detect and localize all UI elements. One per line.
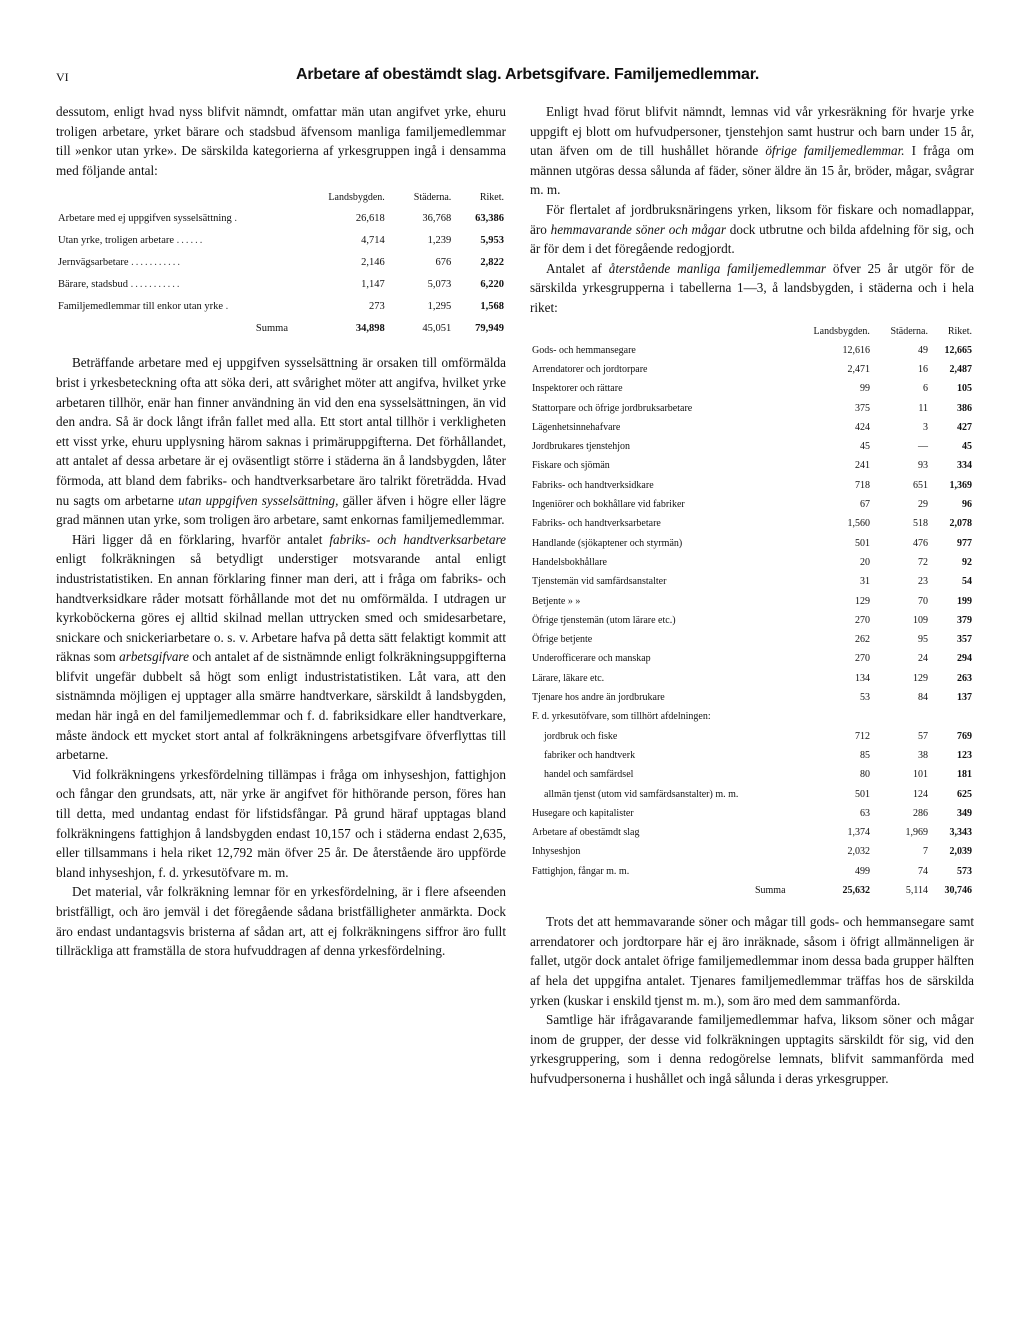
cell-landsbygden: 424	[854, 421, 870, 433]
row-label: Öfrige tjenstemän (utom lärare etc.)	[532, 614, 676, 626]
table-row	[530, 591, 974, 610]
row-label: Gods- och hemmansegare	[532, 344, 636, 356]
cell-landsbygden: 99	[859, 383, 870, 395]
table-header-row	[530, 326, 974, 341]
cell-staderna: 72	[917, 556, 928, 568]
cell-landsbygden: 31	[859, 576, 870, 588]
row-label: Bärare, stadsbud ...........	[58, 278, 182, 290]
cell-landsbygden: 53	[859, 692, 870, 704]
sum-landsbygden: 34,898	[355, 322, 385, 334]
cell-staderna: 93	[917, 460, 928, 472]
row-label: Stattorpare och öfrige jordbruksarbetare	[532, 402, 693, 414]
table-row	[530, 360, 974, 379]
cell-riket: 105	[957, 383, 972, 395]
cell-staderna: —	[917, 441, 928, 453]
cell-riket: 137	[957, 692, 972, 704]
cell-riket: 334	[957, 460, 972, 472]
row-label: Fattighjon, fångar m. m.	[532, 865, 630, 877]
cell-staderna: 24	[917, 653, 928, 665]
cell-staderna: 49	[917, 344, 928, 356]
sum-staderna: 45,051	[422, 322, 452, 334]
table-row	[530, 669, 974, 688]
cell-riket: 6,220	[480, 278, 504, 290]
cell-riket: 92	[962, 556, 972, 568]
cell-staderna: 84	[917, 692, 928, 704]
col-header-staderna: Städerna.	[890, 325, 928, 337]
table-header-row	[56, 192, 506, 207]
table-row	[530, 804, 974, 823]
table-subheader-row	[530, 707, 974, 726]
cell-staderna: 38	[917, 749, 928, 761]
cell-landsbygden: 80	[859, 769, 870, 781]
table-row	[56, 229, 506, 251]
cell-landsbygden: 26,618	[355, 212, 385, 224]
left-paragraph-1: dessutom, enligt hvad nyss blifvit nämndt, omfattar män utan angifvet yrke, ehuru troligen arbetare, yrket bärare och stadsbud äfvensom manliga familjemedlemmar till »enkor utan yrke». De särskilda kategorierna af yrkesgruppen ingå i densamma med följande antal:	[56, 104, 506, 178]
cell-landsbygden: 20	[859, 556, 870, 568]
cell-staderna: 676	[435, 256, 452, 268]
row-label: Lärare, läkare etc.	[532, 672, 605, 684]
table-row	[530, 553, 974, 572]
cell-staderna: 1,295	[427, 300, 452, 312]
table-row	[530, 611, 974, 630]
table-row	[530, 823, 974, 842]
table-row	[530, 398, 974, 417]
row-label: Öfrige betjente	[532, 634, 593, 646]
cell-staderna: 124	[912, 788, 928, 800]
cell-riket: 294	[957, 653, 972, 665]
col-header-landsbygden: Landsbygden.	[328, 192, 385, 204]
table-row	[530, 418, 974, 437]
cell-riket: 625	[957, 788, 972, 800]
cell-landsbygden: 67	[859, 499, 870, 511]
cell-riket: 1,568	[480, 300, 504, 312]
table-row	[530, 842, 974, 861]
cell-riket: 2,039	[949, 846, 972, 858]
cell-riket: 2,487	[949, 363, 972, 375]
cell-landsbygden: 63	[859, 807, 870, 819]
cell-staderna: 518	[912, 518, 928, 530]
cell-landsbygden: 270	[854, 614, 870, 626]
table-row	[530, 456, 974, 475]
emphasis: fabriks- och handtverksarbetare	[329, 531, 507, 547]
cell-staderna: 95	[917, 634, 928, 646]
emphasis: återstående manliga familjemedlemmar	[608, 260, 827, 276]
cell-riket: 427	[957, 421, 972, 433]
sum-staderna: 5,114	[905, 884, 928, 896]
cell-landsbygden: 270	[854, 653, 870, 665]
table-row	[530, 476, 974, 495]
table-row	[530, 572, 974, 591]
row-label: Arrendatorer och jordtorpare	[532, 363, 648, 375]
cell-riket: 357	[957, 634, 972, 646]
left-paragraph-5: Det material, vår folkräkning lemnar för en yrkesfördelning, är i flere afseenden bristfälligt, och äro jemväl i det föregående sådana bristfälligheter anmärkta. Dock äro endast undantagsvis bristerna af sådan art, att ej folkräkningens siffror äro fullt tillräckliga att framställa de stora hufvuddragen af denna yrkesfördelning.	[56, 884, 506, 959]
table-row	[530, 649, 974, 668]
emphasis: arbetsgifvare	[119, 649, 189, 665]
cell-staderna: 5,073	[427, 278, 452, 290]
row-label: Ingeniörer och bokhållare vid fabriker	[532, 499, 685, 511]
cell-landsbygden: 2,471	[847, 363, 870, 375]
table-row	[530, 534, 974, 553]
cell-staderna: 286	[912, 807, 928, 819]
table-row	[56, 295, 506, 317]
cell-riket: 123	[957, 749, 972, 761]
table-row	[530, 341, 974, 360]
cell-staderna: 36,768	[422, 212, 452, 224]
right-paragraph-3: Antalet af återstående manliga familjemedlemmar öfver 25 år utgör för de särskilda yrkesgrupperna i tabellerna 1—3, å landsbygden, i städerna och i hela riket:	[530, 260, 975, 315]
row-label: Inhyseshjon	[532, 846, 581, 858]
sum-label: Summa	[754, 884, 786, 896]
cell-riket: 2,078	[949, 518, 972, 530]
row-label: jordbruk och fiske	[544, 730, 618, 742]
cell-landsbygden: 45	[859, 441, 870, 453]
cell-staderna: 1,239	[427, 234, 452, 246]
cell-riket: 2,822	[480, 256, 504, 268]
sum-riket: 79,949	[475, 322, 504, 334]
emphasis: utan uppgifven sysselsättning,	[178, 492, 339, 508]
table-row	[530, 726, 974, 745]
cell-staderna: 1,969	[905, 827, 928, 839]
row-label: Jernvägsarbetare ...........	[58, 256, 183, 268]
row-label: Utan yrke, troligen arbetare ......	[58, 234, 205, 246]
emphasis: hemmavarande söner och mågar	[550, 221, 726, 237]
row-label: Handelsbokhållare	[532, 556, 607, 568]
table-row	[56, 251, 506, 273]
cell-landsbygden: 129	[854, 595, 870, 607]
sum-label: Summa	[255, 322, 288, 334]
table-row	[530, 379, 974, 398]
table-row	[530, 688, 974, 707]
right-paragraph-2: För flertalet af jordbruksnäringens yrken, liksom för fiskare och nomadlappar, äro hemmavarande söner och mågar dock utbrutne och bilda afdelning för sig, och är för dem i det föregående redogjordt.	[530, 201, 974, 257]
col-header-riket: Riket.	[479, 192, 504, 204]
row-label: allmän tjenst (utom vid samfärdsanstalter) m. m.	[544, 788, 739, 800]
cell-staderna: 70	[917, 595, 928, 607]
cell-landsbygden: 375	[854, 402, 870, 414]
row-label: Handlande (sjökaptener och styrmän)	[532, 537, 683, 549]
table-familjemedlemmar	[530, 326, 974, 901]
row-label: Arbetare med ej uppgifven sysselsättning .	[58, 212, 240, 224]
cell-staderna: 3	[922, 421, 928, 433]
cell-landsbygden: 501	[854, 788, 870, 800]
table-row	[530, 514, 974, 533]
cell-staderna: 101	[912, 769, 928, 781]
cell-staderna: 129	[912, 672, 928, 684]
cell-riket: 263	[957, 672, 972, 684]
table-sum-row	[56, 317, 506, 339]
cell-staderna: 476	[912, 537, 928, 549]
left-paragraph-3: Häri ligger då en förklaring, hvarför antalet fabriks- och handtverksarbetare enligt folkräkningen så betydligt understiger motsvarande antal enligt industristatistiken. En annan förklaring finner man deri, att i fråga om fabriks- och handtverksidkare råder motsatt förhållande mot det nu omförmälda. I utdragen ur kyrkoböckerna göres ej alltid skilnad mellan uttrycken smed och smidesarbetare, snickare och snickeriarbetare o. s. v. Arbetare hafva på detta sätt felaktigt kommit att räknas som arbetsgifvare och antalet af de sistnämnde enligt folkräkningsuppgifterna blifvit ungefär dubbelt så högt som enligt industristatistiken. Låt vara, att den sistnämnda möjligen ej upptager alla smärre handtverkare, särskildt å landsbygden, medan här ingå en del familjemedlemmar och f. d. fabriksidkare eller handtverkare, måste ändock ett mycket stort antal af folkräkningens arbetsgifvare öfverflyttas till arbetarne.	[56, 531, 507, 763]
page-number: VI	[56, 70, 69, 84]
cell-landsbygden: 273	[369, 300, 385, 312]
row-label: Lägenhetsinnehafvare	[532, 421, 621, 433]
col-header-riket: Riket.	[947, 325, 972, 337]
cell-landsbygden: 4,714	[361, 234, 385, 246]
left-paragraph-4: Vid folkräkningens yrkesfördelning tillämpas i fråga om inhyseshjon, fattighjon och fångar den grundsats, att, när yrke är angifvet för hithörande person, föres han till detta, med undantag endast för lifstidsfångar. På grund häraf upptagas bland folkräkningens fattighjon å landsbygden endast 10,157 och i städerna endast 2,635, eller tillsammans i hela riket 12,792 män öfver 25 år. De återstående äro uppförde bland inhyseshjon, f. d. yrkesutöfvare m. m.	[56, 766, 506, 880]
right-paragraph-1: Enligt hvad förut blifvit nämndt, lemnas vid vår yrkesräkning för hvarje yrke uppgift ej blott om hufvudpersoner, tjenstehjon samt hustrur och barn under 15 år, utan äfven om de till hushållet hörande öfrige familjemedlemmar. I fråga om männen utgöras dessa sålunda af fäder, söner äldre än 15 år, bröder, mågar, svågrar m. m.	[530, 104, 975, 198]
table-row	[56, 273, 506, 295]
row-label: fabriker och handtverk	[544, 749, 636, 761]
page-header	[56, 66, 968, 88]
cell-landsbygden: 1,374	[847, 827, 870, 839]
cell-riket: 349	[957, 807, 972, 819]
table-row	[530, 765, 974, 784]
row-label: Betjente » »	[532, 595, 581, 607]
cell-riket: 5,953	[480, 234, 504, 246]
right-paragraph-4: Trots det att hemmavarande söner och mågar till gods- och hemmansegare samt arrendatorer och jordtorpare här ej äro inräknade, såsom i öfrigt allmänneligen är fallet, utgör dock antalet öfrige familjemedlemmar inom dessa bada grupper hälften af hela det uppgifna antalet. Tjenares familjemedlemmar träffas hos de särskilda yrken (kuskar i enskild tjenst m. m.), som äro med dem sammanförda.	[530, 914, 974, 1008]
sum-landsbygden: 25,632	[842, 884, 870, 896]
col-header-landsbygden: Landsbygden.	[813, 325, 870, 337]
cell-landsbygden: 262	[854, 634, 870, 646]
cell-staderna: 651	[912, 479, 928, 491]
cell-riket: 769	[957, 730, 972, 742]
cell-staderna: 57	[917, 730, 928, 742]
row-label: handel och samfärdsel	[544, 769, 634, 781]
cell-landsbygden: 134	[854, 672, 870, 684]
row-label: Fabriks- och handtverksarbetare	[532, 518, 661, 530]
emphasis: öfrige familjemedlemmar.	[765, 143, 905, 159]
row-label: Husegare och kapitalister	[532, 807, 634, 819]
cell-landsbygden: 499	[854, 865, 870, 877]
cell-riket: 1,369	[949, 479, 972, 491]
cell-riket: 386	[957, 402, 972, 414]
row-label: Tjenare hos andre än jordbrukare	[532, 692, 665, 704]
sum-riket: 30,746	[944, 884, 972, 896]
cell-landsbygden: 501	[854, 537, 870, 549]
left-column	[56, 102, 506, 961]
cell-staderna: 23	[917, 576, 928, 588]
left-paragraph-2: Beträffande arbetare med ej uppgifven sysselsättning är orsaken till omförmälda brist i yrkesbeteckning ofta att söka deri, att svårighet möter att angifva, hvilket yrke arbetaren tillhör, enär han finner användning än vid den ena sysselsättningen, än vid den andra. Så är dock långt ifrån fallet med alla. Ett stort antal tillhör i verkligheten ett visst yrke, ehuru upplysning härom saknas i primäruppgifterna. Det förhållandet, att antalet af dessa arbetare är ej oväsentligt större i städerna än å landsbygden, låter förmoda, att bland dem fabriks- och handtverksarbetare äro talrikt företrädda. Hvad nu sagts om arbetarne utan uppgifven sysselsättning, gäller äfven i högre eller lägre grad männen utan yrke, som troligen äro arbetare, samt enkornas familjemedlemmar.	[56, 355, 507, 528]
col-header-staderna: Städerna.	[413, 192, 452, 204]
right-paragraph-5: Samtlige här ifrågavarande familjemedlemmar hafva, liksom söner och mågar inom de grupper, der desse vid folkräkningen upptagits särskildt för sig, vid den yrkesgruppering, som i denna redogörelse lemnats, blifvit sammanförda med hufvudpersonerna i hushållet och ingå sålunda i deras yrkesgrupper.	[530, 1012, 974, 1086]
cell-staderna: 16	[917, 363, 928, 375]
row-label: Jordbrukares tjenstehjon	[532, 441, 631, 453]
table-row	[530, 862, 974, 881]
table-row	[530, 630, 974, 649]
running-head: Arbetare af obestämdt slag. Arbetsgifvare. Familjemedlemmar.	[296, 66, 760, 83]
row-label: Fabriks- och handtverksidkare	[532, 479, 654, 491]
subheader-label: F. d. yrkesutöfvare, som tillhört afdelningen:	[532, 711, 711, 723]
cell-riket: 379	[957, 614, 972, 626]
cell-staderna: 7	[922, 846, 928, 858]
cell-riket: 54	[962, 576, 972, 588]
row-label: Inspektorer och rättare	[532, 383, 623, 395]
cell-riket: 45	[962, 441, 972, 453]
cell-landsbygden: 2,146	[361, 256, 385, 268]
table-body	[530, 341, 974, 901]
cell-landsbygden: 718	[854, 479, 870, 491]
right-column	[530, 102, 974, 1088]
cell-riket: 181	[957, 769, 972, 781]
cell-riket: 977	[957, 537, 972, 549]
row-label: Underofficerare och manskap	[532, 653, 651, 665]
cell-landsbygden: 1,147	[361, 278, 385, 290]
cell-landsbygden: 85	[859, 749, 870, 761]
cell-landsbygden: 241	[854, 460, 870, 472]
table-row	[530, 784, 974, 803]
row-label: Arbetare af obestämdt slag	[532, 827, 640, 839]
cell-landsbygden: 12,616	[842, 344, 870, 356]
table-sum-row	[530, 881, 974, 900]
cell-landsbygden: 712	[854, 730, 870, 742]
row-label: Familjemedlemmar till enkor utan yrke .	[58, 300, 231, 312]
cell-riket: 3,343	[949, 827, 972, 839]
cell-staderna: 74	[917, 865, 928, 877]
table-row	[530, 437, 974, 456]
table-row	[530, 495, 974, 514]
table-row	[530, 746, 974, 765]
cell-staderna: 11	[918, 402, 928, 414]
table-yrkesgrupp-kategorier	[56, 192, 506, 339]
cell-riket: 63,386	[475, 212, 504, 224]
cell-staderna: 6	[922, 383, 928, 395]
cell-landsbygden: 2,032	[847, 846, 870, 858]
cell-riket: 199	[957, 595, 972, 607]
cell-staderna: 29	[917, 499, 928, 511]
row-label: Tjenstemän vid samfärdsanstalter	[532, 576, 667, 588]
cell-staderna: 109	[912, 614, 928, 626]
table-row	[56, 207, 506, 229]
row-label: Fiskare och sjömän	[532, 460, 610, 472]
cell-riket: 96	[962, 499, 972, 511]
cell-landsbygden: 1,560	[847, 518, 870, 530]
cell-riket: 12,665	[944, 344, 972, 356]
cell-riket: 573	[957, 865, 972, 877]
